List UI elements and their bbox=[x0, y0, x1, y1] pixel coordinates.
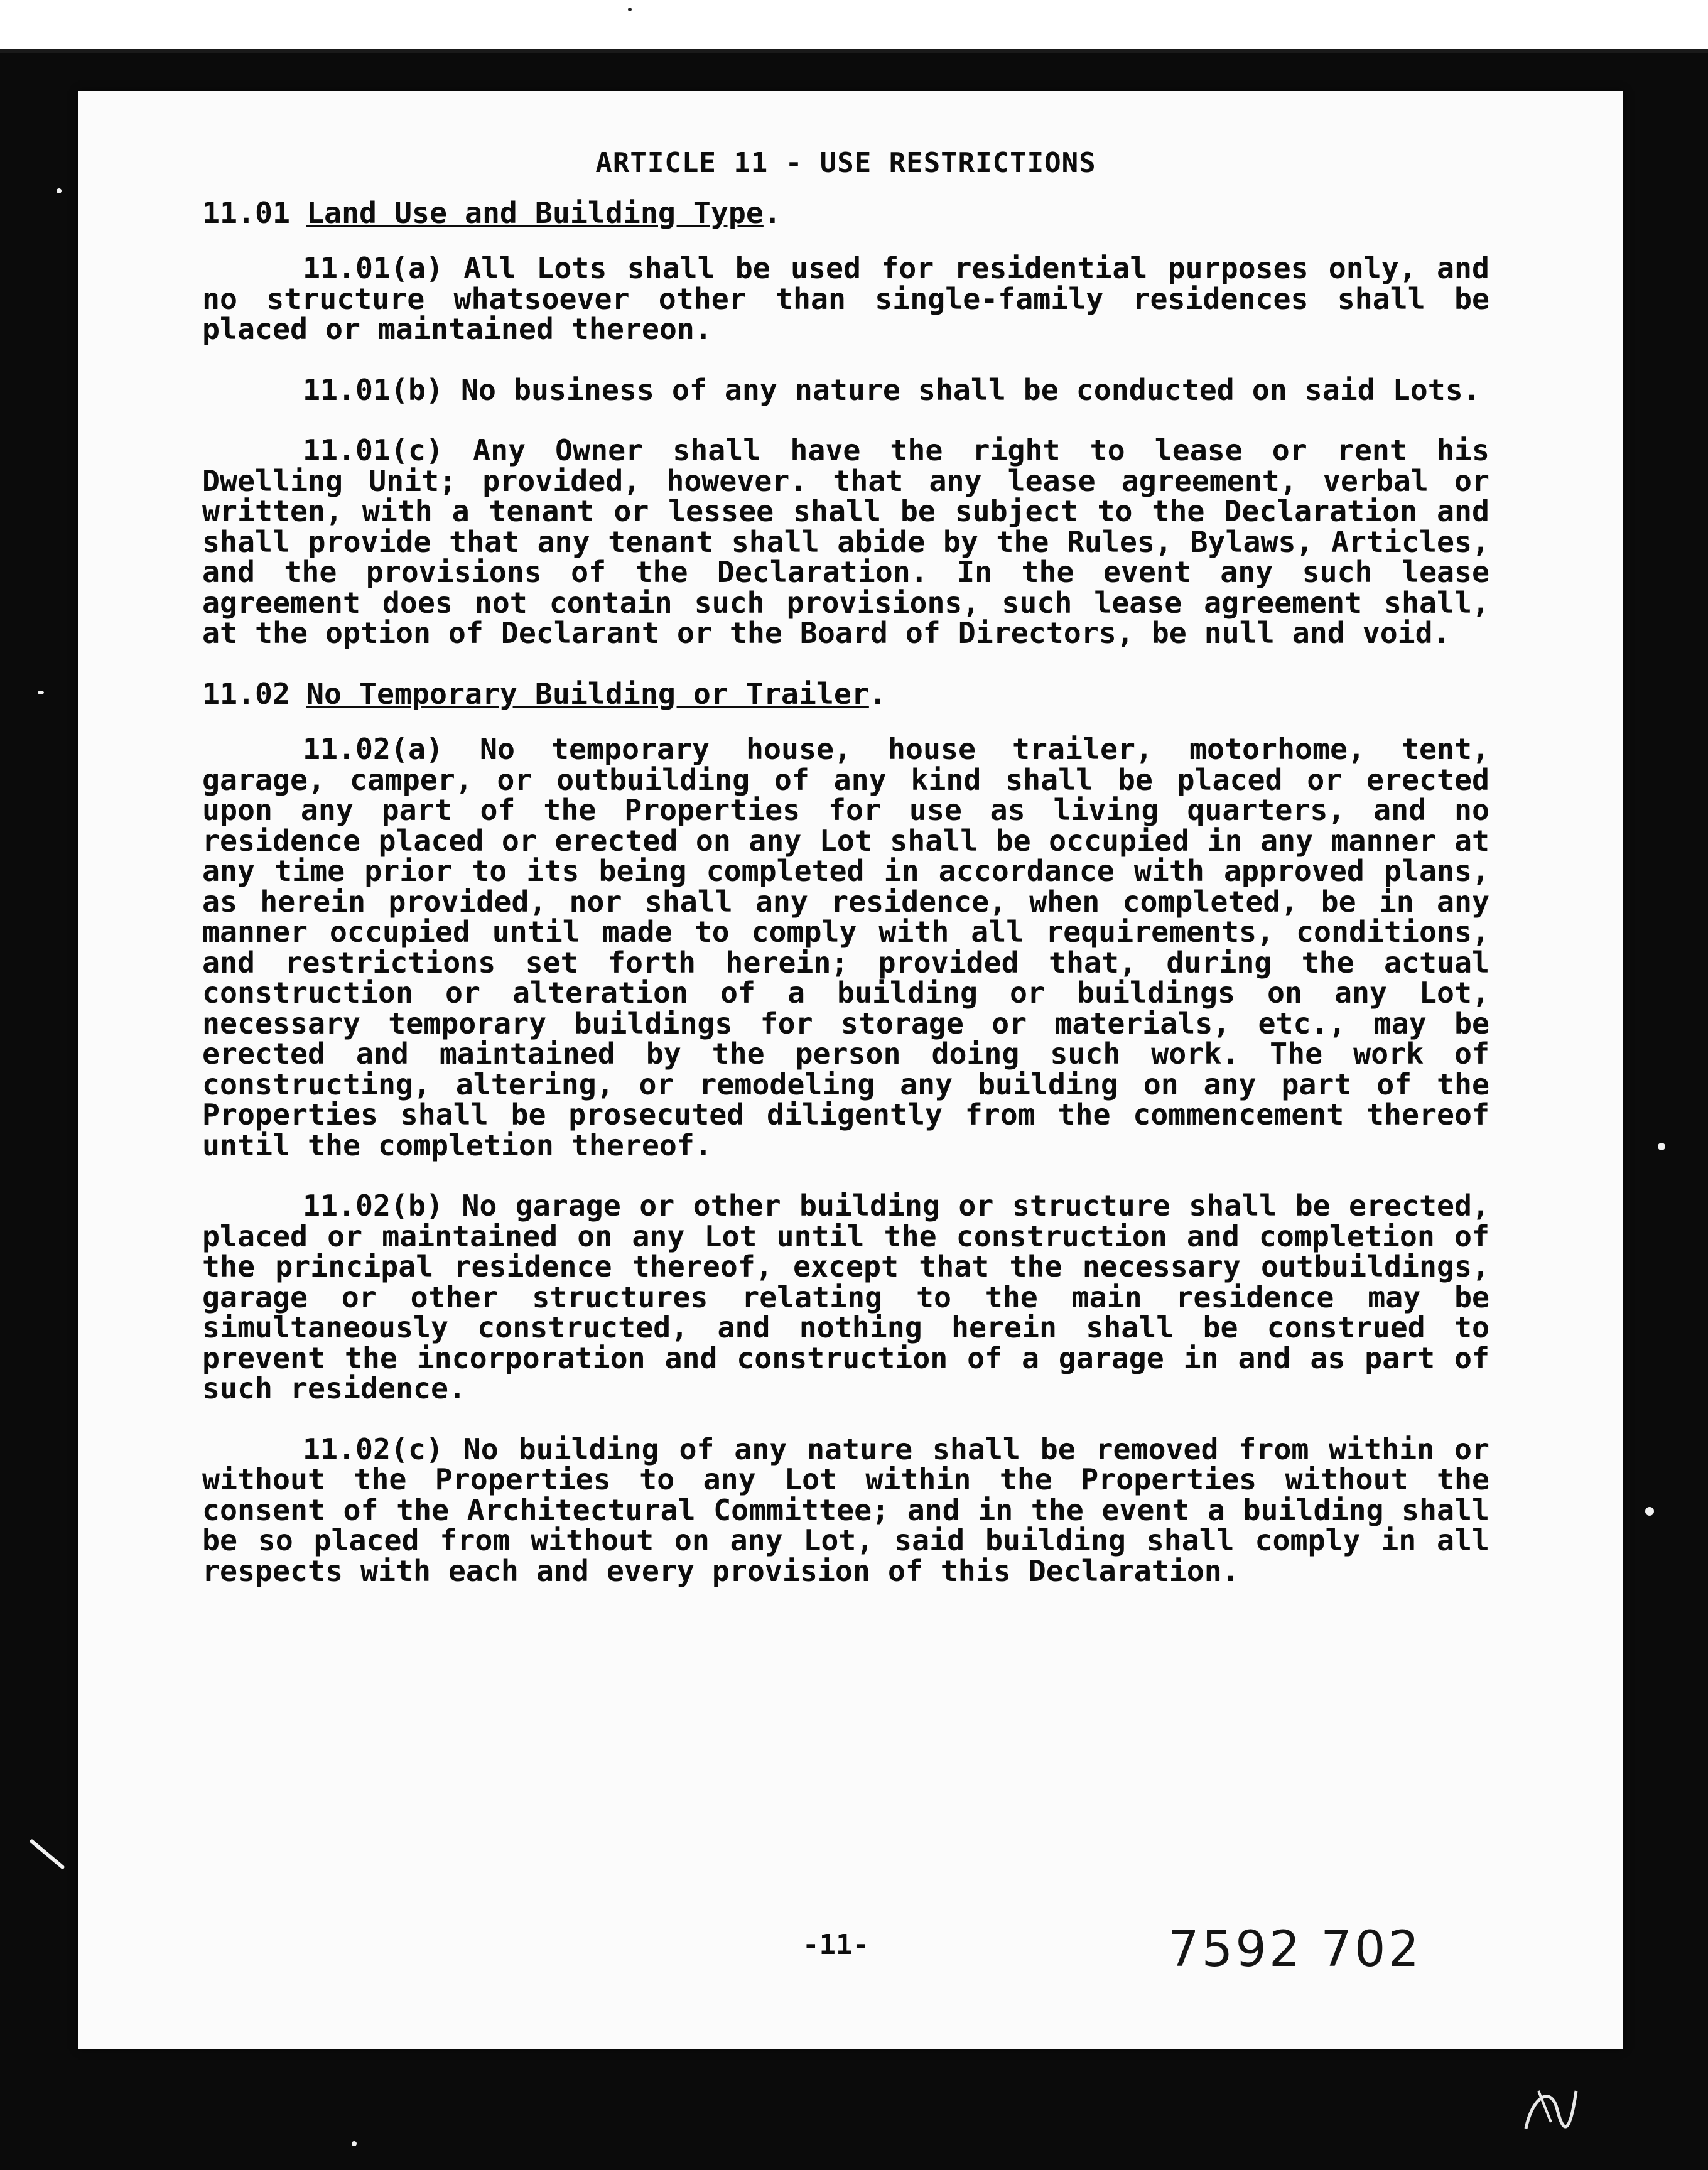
article-title: ARTICLE 11 - USE RESTRICTIONS bbox=[595, 147, 1096, 179]
section-11-01-heading: 11.01 Land Use and Building Type. bbox=[202, 195, 781, 230]
scan-top-strip bbox=[0, 0, 1708, 53]
scan-speck bbox=[29, 1838, 65, 1870]
section-title: No Temporary Building or Trailer bbox=[306, 676, 869, 711]
handwritten-mark-icon bbox=[1513, 2072, 1589, 2141]
document-stamp-number: 7592 702 bbox=[1168, 1921, 1422, 1978]
page-number: -11- bbox=[803, 1929, 869, 1961]
section-11-02-heading: 11.02 No Temporary Building or Trailer. bbox=[202, 676, 887, 711]
paragraph-11-01-a: 11.01(a) All Lots shall be used for residential purposes only, and no structure whatsoever other than single-family residences shall be placed or maintained thereon. bbox=[202, 251, 1489, 346]
section-title: Land Use and Building Type bbox=[306, 195, 764, 230]
document-body bbox=[202, 148, 1489, 1616]
paragraph-11-02-a: 11.02(a) No temporary house, house trailer, motorhome, tent, garage, camper, or outbuilding of any kind shall be placed or erected upon any part of the Properties for use as living quarters, and no residence placed or erected on any Lot shall be occupied in any manner at any time prior to its being completed in accordance with approved plans, as herein provided, nor shall any residence, when completed, be in any manner occupied until made to comply with all requirements, conditions, and restrictions set forth herein; provided that, during the actual construction or alteration of a building or buildings on any Lot, necessary temporary buildings for storage or materials, etc., may be erected and maintained by the person doing such work. The work of constructing, altering, or remodeling any building on any part of the Properties shall be prosecuted diligently from the commencement thereof until the completion thereof. bbox=[202, 732, 1489, 1162]
paragraph-11-01-c: 11.01(c) Any Owner shall have the right to lease or rent his Dwelling Unit; provided, however. that any lease agreement, verbal or written, with a tenant or lessee shall be subject to the Declaration and shall provide that any tenant shall abide by the Rules, Bylaws, Articles, and the provisions of the Declaration. In the event any such lease agreement does not contain such provisions, such lease agreement shall, at the option of Declarant or the Board of Directors, be null and void. bbox=[202, 433, 1489, 650]
paragraph-11-02-b: 11.02(b) No garage or other building or structure shall be erected, placed or maintained on any Lot until the construction and completion of the principal residence thereof, except that the necessary outbuildings, garage or other structures relating to the main residence may be simultaneously constructed, and nothing herein shall be construed to prevent the incorporation and construction of a garage in and as part of such residence. bbox=[202, 1189, 1489, 1405]
section-number: 11.01 bbox=[202, 195, 290, 230]
scan-speck bbox=[1658, 1143, 1665, 1150]
scan-speck bbox=[38, 691, 44, 694]
scan-speck bbox=[1645, 1507, 1654, 1516]
scan-speck bbox=[352, 2141, 357, 2146]
scan-speck bbox=[57, 188, 62, 193]
paragraph-11-02-c: 11.02(c) No building of any nature shall be removed from within or without the Properties to any Lot within the Properties without the consent of the Architectural Committee; and in the event a building shall be so placed from without on any Lot, said building shall comply in all respects with each and every provision of this Declaration. bbox=[202, 1432, 1489, 1588]
section-number: 11.02 bbox=[202, 676, 290, 711]
paragraph-11-01-b: 11.01(b) No business of any nature shall be conducted on said Lots. bbox=[303, 372, 1481, 407]
scan-speck bbox=[628, 8, 632, 11]
